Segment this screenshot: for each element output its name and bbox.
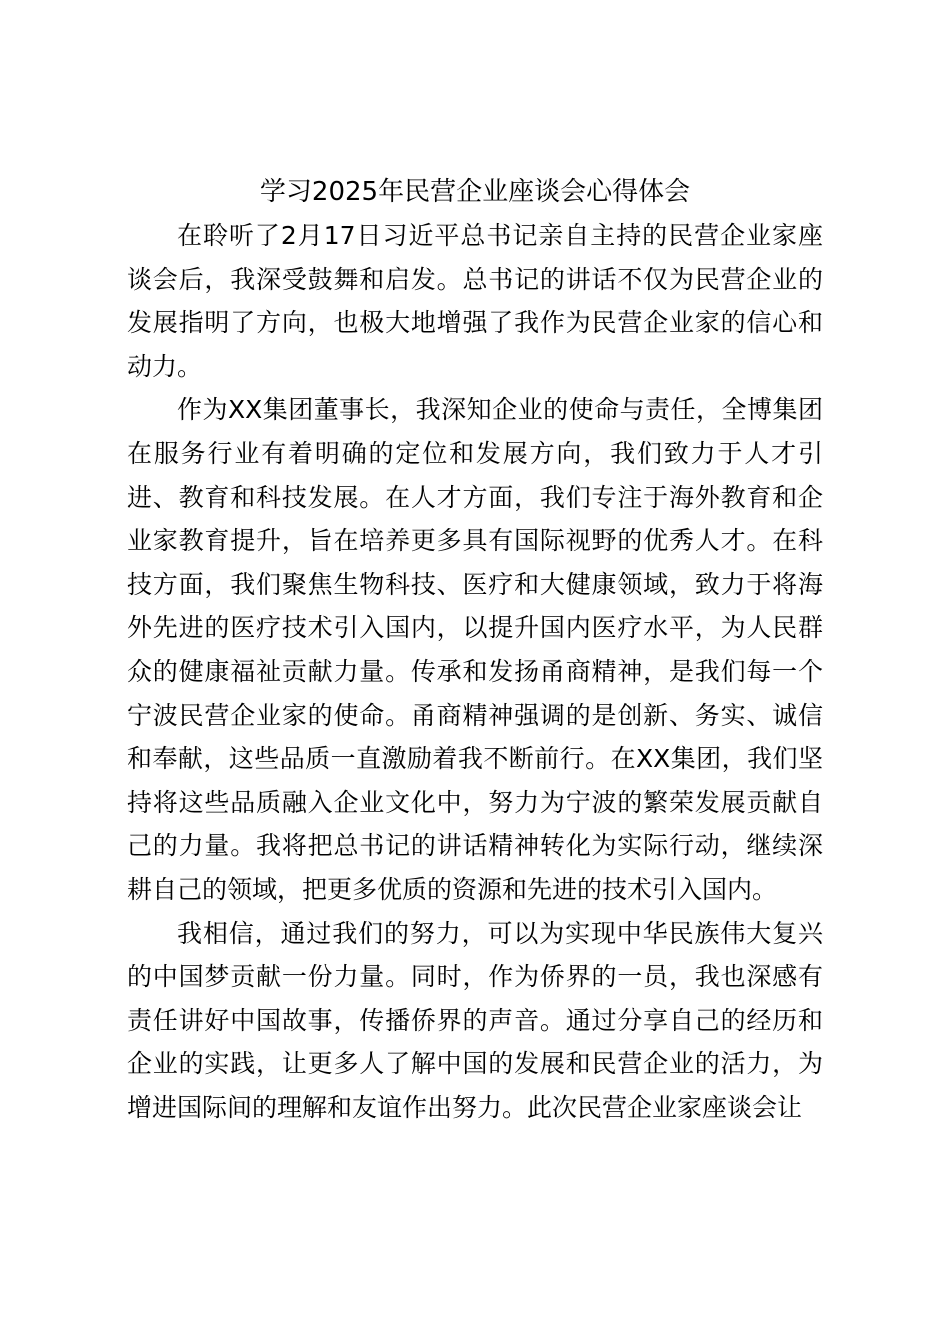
document-title: 学习2025年民营企业座谈会心得体会 bbox=[259, 177, 691, 207]
paragraph-1: 在聆听了2月17日习近平总书记亲自主持的民营企业家座谈会后，我深受鼓舞和启发。总书记的讲话不仅为民营企业的发展指明了方向，也极大地增强了我作为民营企业家的信心和动力。 bbox=[127, 221, 823, 381]
document-page bbox=[127, 170, 823, 1129]
paragraph-2: 作为XX集团董事长，我深知企业的使命与责任，全博集团在服务行业有着明确的定位和发展方向，我们致力于人才引进、教育和科技发展。在人才方面，我们专注于海外教育和企业家教育提升，旨在培养更多具有国际视野的优秀人才。在科技方面，我们聚焦生物科技、医疗和大健康领域，致力于将海外先进的医疗技术引入国内，以提升国内医疗水平，为人民群众的健康福祉贡献力量。传承和发扬甬商精神，是我们每一个宁波民营企业家的使命。甬商精神强调的是创新、务实、诚信和奉献，这些品质一直激励着我不断前行。在XX集团，我们坚持将这些品质融入企业文化中，努力为宁波的繁荣发展贡献自己的力量。我将把总书记的讲话精神转化为实际行动，继续深耕自己的领域，把更多优质的资源和先进的技术引入国内。 bbox=[127, 395, 823, 904]
paragraph-3: 我相信，通过我们的努力，可以为实现中华民族伟大复兴的中国梦贡献一份力量。同时，作为侨界的一员，我也深感有责任讲好中国故事，传播侨界的声音。通过分享自己的经历和企业的实践，让更多人了解中国的发展和民营企业的活力，为增进国际间的理解和友谊作出努力。此次民营企业家座谈会让 bbox=[127, 918, 823, 1122]
